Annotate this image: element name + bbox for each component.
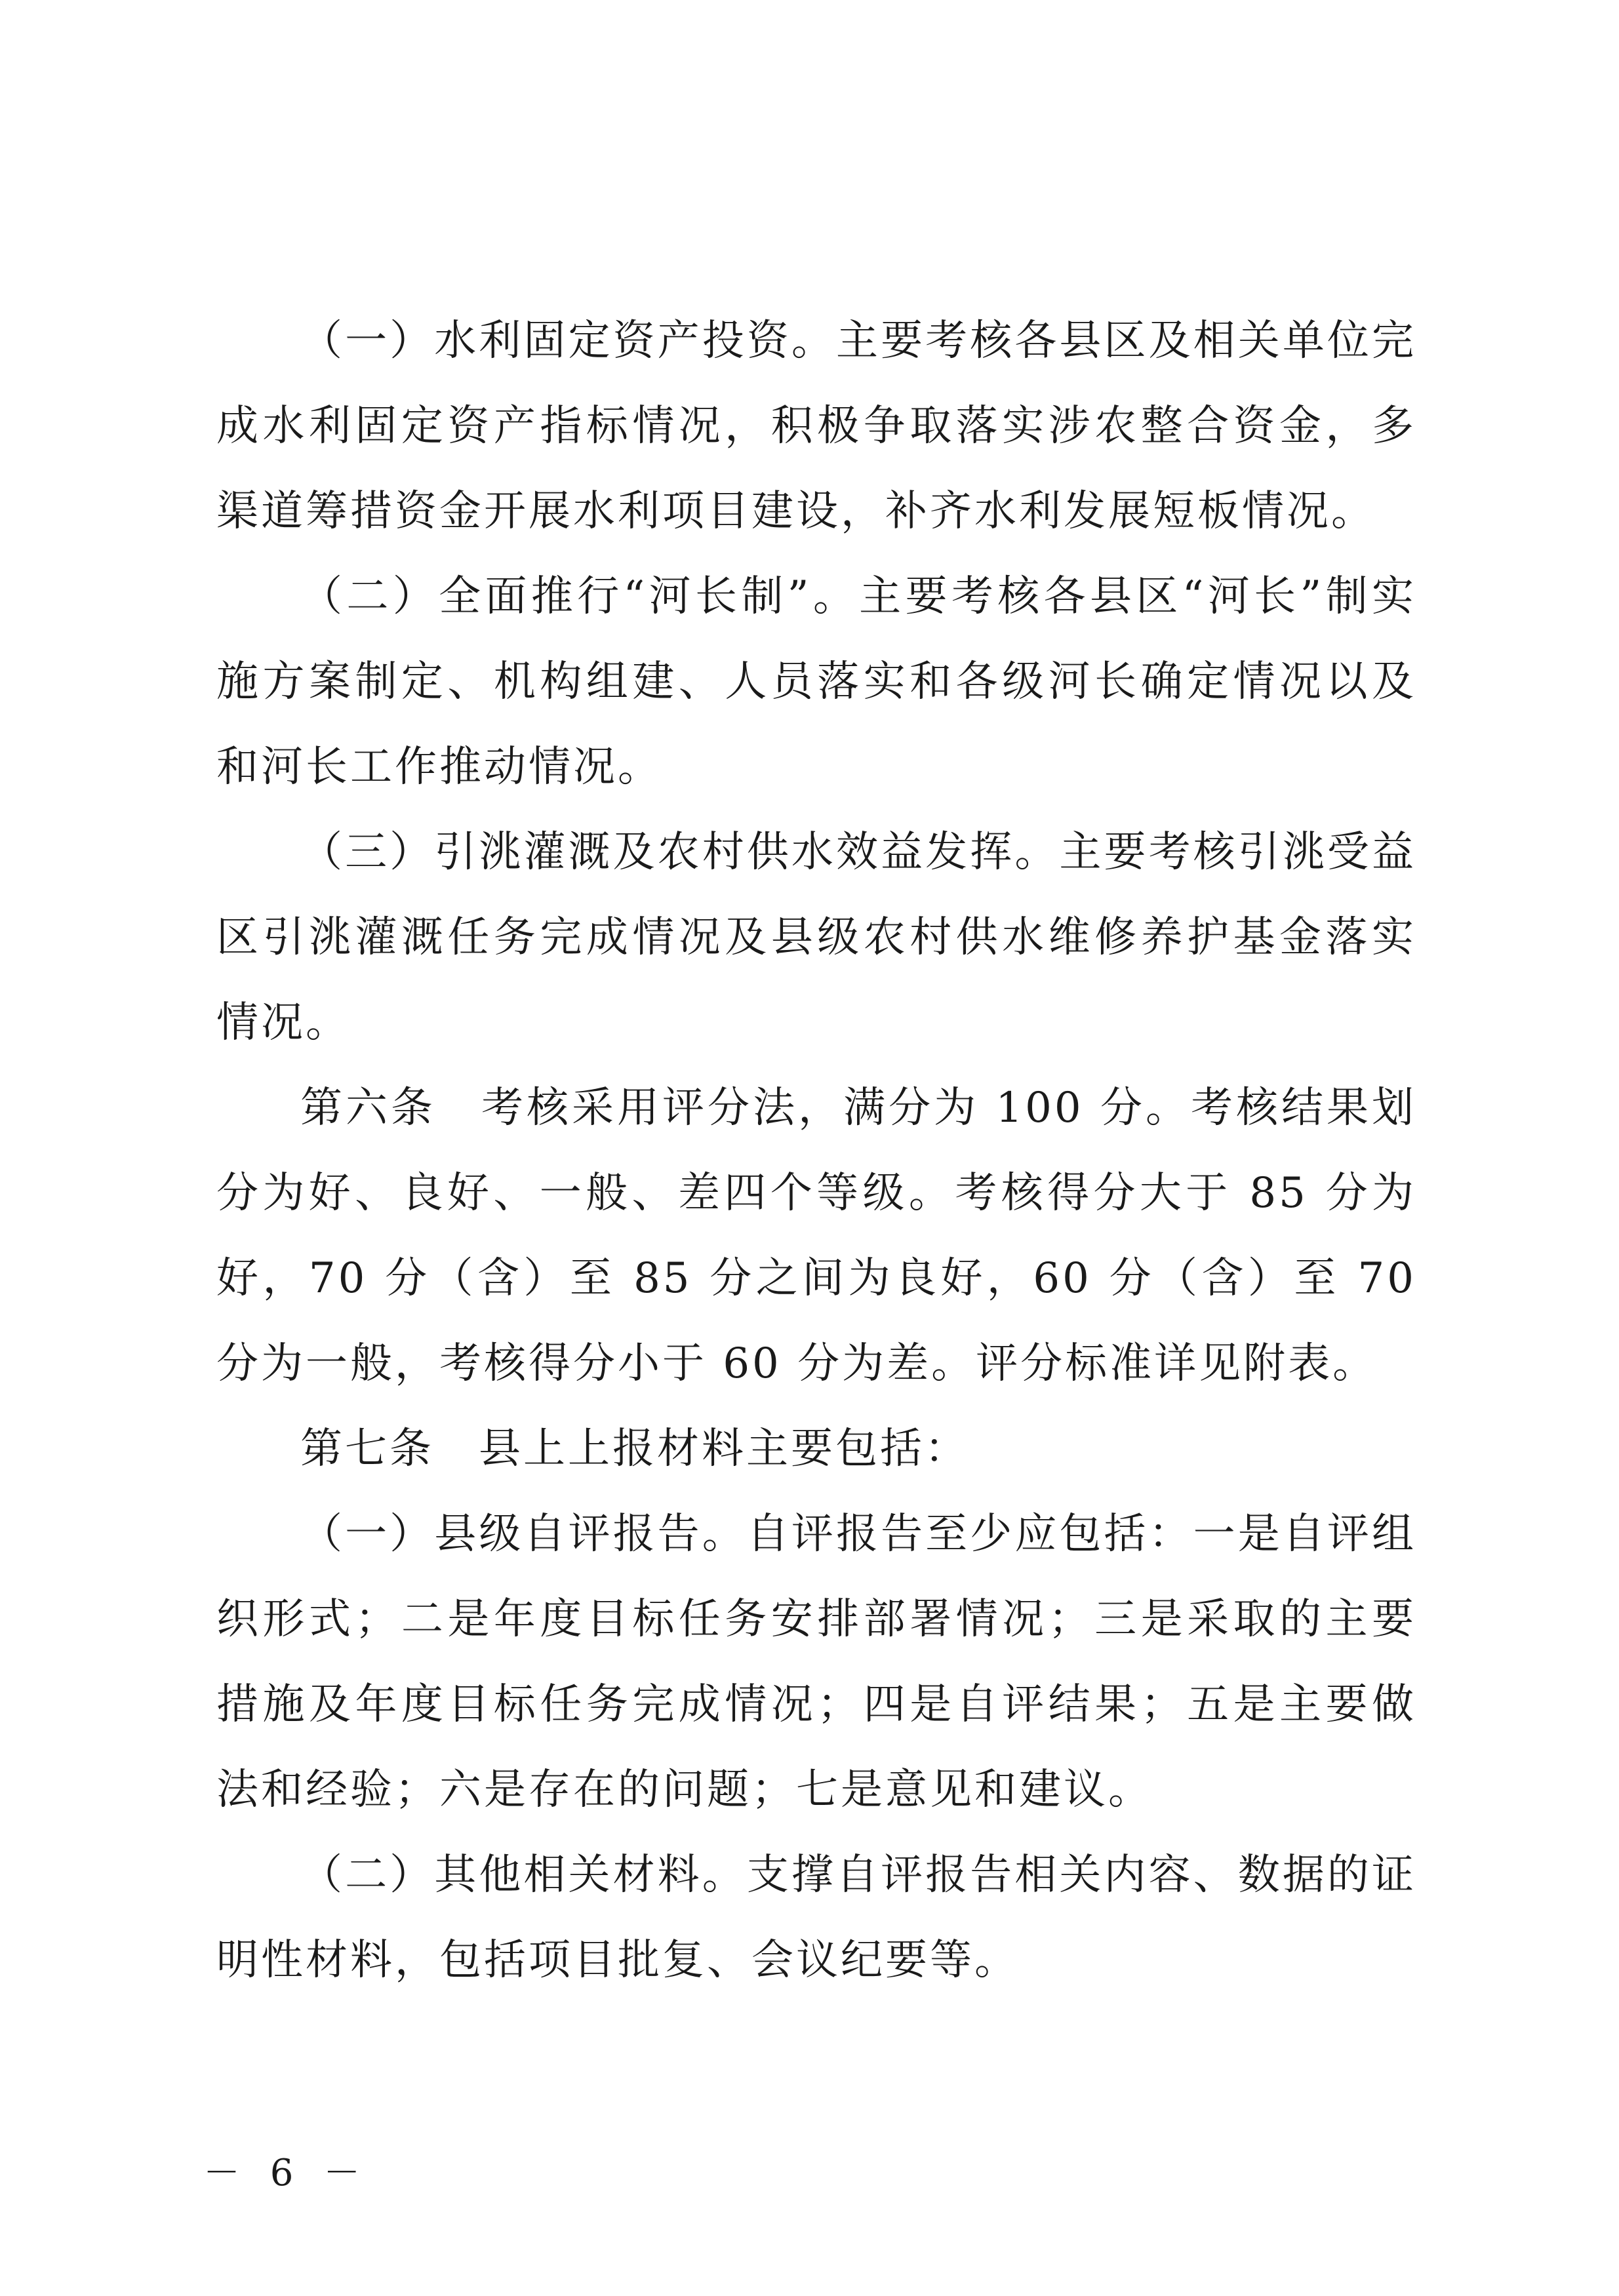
paragraph-self-evaluation-report: （一）县级自评报告。自评报告至少应包括：一是自评组织形式；二是年度目标任务安排部署情况；三是采取的主要措施及年度目标任务完成情况；四是自评结果；五是主要做法和经验；六是存在的问题；七是意见和建议。 — [216, 1510, 1416, 1814]
paragraph-article-seven: 第七条 县上上报材料主要包括： — [300, 1425, 969, 1473]
paragraph-river-chief-system: （二）全面推行“河长制”。主要考核各县区“河长”制实施方案制定、机构组建、人员落实和各级河长确定情况以及和河长工作推动情况。 — [216, 572, 1416, 791]
paragraph-article-six: 第六条 考核采用评分法，满分为 100 分。考核结果划分为好、良好、一般、差四个等级。考核得分大于 85 分为好，70 分（含）至 85 分之间为良好，60 分（含）至 70 分为一般，考核得分小于 60 分为差。评分标准详见附表。 — [216, 1084, 1416, 1388]
paragraph-water-investment: （一）水利固定资产投资。主要考核各县区及相关单位完成水利固定资产指标情况，积极争取落实涉农整合资金，多渠道筹措资金开展水利项目建设，补齐水利发展短板情况。 — [216, 317, 1416, 536]
page-number: － 6 － — [203, 2152, 370, 2194]
paragraph-irrigation-water-supply: （三）引洮灌溉及农村供水效益发挥。主要考核引洮受益区引洮灌溉任务完成情况及县级农村供水维修养护基金落实情况。 — [216, 828, 1416, 1047]
paragraph-other-materials: （二）其他相关材料。支撑自评报告相关内容、数据的证明性材料，包括项目批复、会议纪要等。 — [216, 1851, 1416, 1985]
document-body — [216, 298, 1416, 2003]
